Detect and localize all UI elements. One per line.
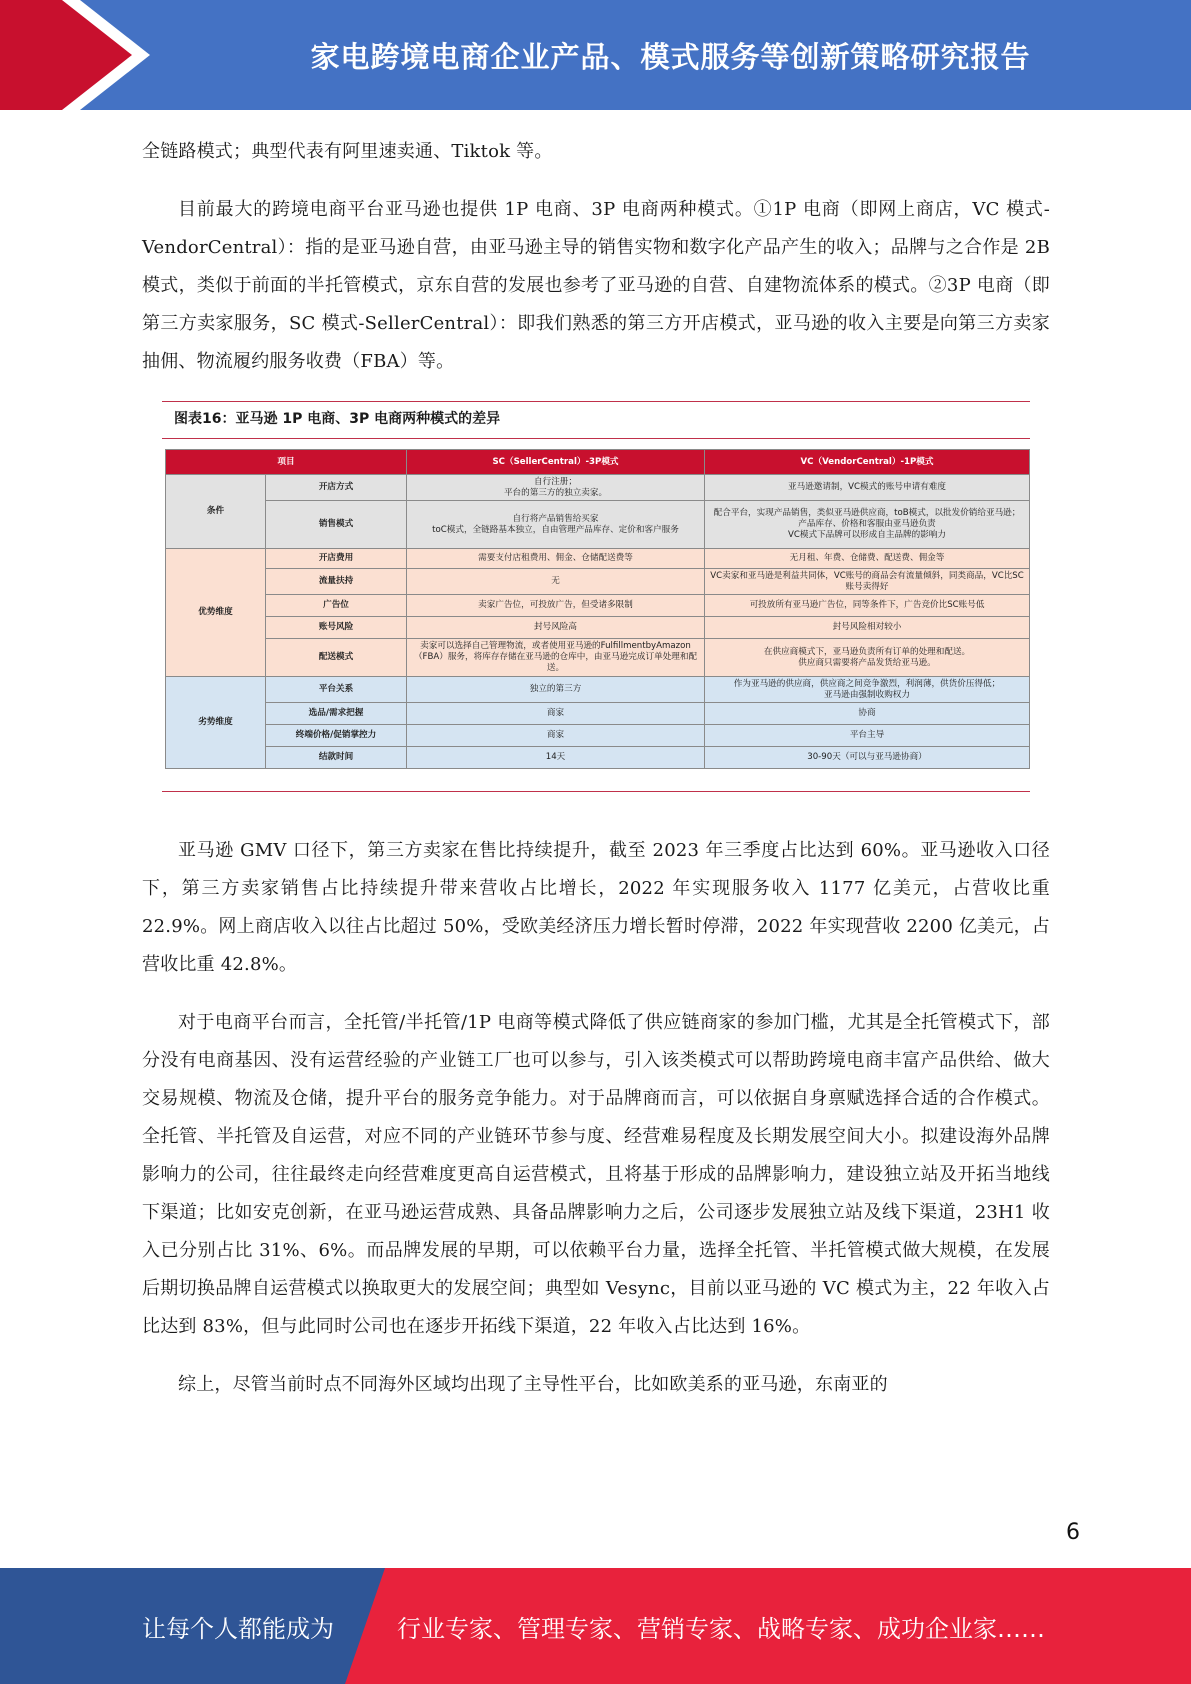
table-row <box>166 677 1030 703</box>
row-vc: 协商 <box>705 703 1030 725</box>
row-sc: 自行注册； 平台的第三方的独立卖家。 <box>407 475 705 501</box>
paragraph-2: 亚马逊 GMV 口径下，第三方卖家在售比持续提升，截至 2023 年三季度占比达到 60%。亚马逊收入口径下，第三方卖家销售占比持续提升带来营收占比增长，2022 年实现服务收入 1177 亿美元，占营收比重 22.9%。网上商店收入以往占比超过 50%，受欧美经济压力增长暂时停滞，2022 年实现营收 2200 亿美元，占营收比重 42.8%。 <box>142 840 1050 975</box>
table-row <box>166 639 1030 677</box>
row-vc: 作为亚马逊的供应商，供应商之间竞争激烈，利润薄，供货价压得低； 亚马逊由强制收购权力 <box>705 677 1030 703</box>
row-item: 开店费用 <box>266 549 407 569</box>
table-row <box>166 595 1030 617</box>
row-item: 开店方式 <box>266 475 407 501</box>
page-header <box>0 0 1191 110</box>
row-sc: 封号风险高 <box>407 617 705 639</box>
paragraph-3: 对于电商平台而言，全托管/半托管/1P 电商等模式降低了供应链商家的参加门槛，尤其是全托管模式下，部分没有电商基因、没有运营经验的产业链工厂也可以参与，引入该类模式可以帮助跨境电商丰富产品供给、做大交易规模、物流及仓储，提升平台的服务竞争能力。对于品牌商而言，可以依据自身禀赋选择合适的合作模式。全托管、半托管及自运营，对应不同的产业链环节参与度、经营难易程度及长期发展空间大小。拟建设海外品牌影响力的公司，往往最终走向经营难度更高自运营模式，且将基于形成的品牌影响力，建设独立站及开拓当地线下渠道；比如安克创新，在亚马逊运营成熟、具备品牌影响力之后，公司逐步发展独立站及线下渠道，23H1 收入已分别占比 31%、6%。而品牌发展的早期，可以依赖平台力量，选择全托管、半托管模式做大规模，在发展后期切换品牌自运营模式以换取更大的发展空间；典型如 Vesync，目前以亚马逊的 VC 模式为主，22 年收入占比达到 83%，但与此同时公司也在逐步开拓线下渠道，22 年收入占比达到 16%。 <box>142 1012 1050 1337</box>
group-label: 条件 <box>166 475 266 549</box>
row-item: 销售模式 <box>266 501 407 549</box>
row-vc: VC卖家和亚马逊是利益共同体，VC账号的商品会有流量倾斜，同类商品，VC比SC账号卖得好 <box>705 569 1030 595</box>
row-sc: 无 <box>407 569 705 595</box>
main-content <box>142 133 1050 1404</box>
table-row <box>166 475 1030 501</box>
group-label: 优势维度 <box>166 549 266 677</box>
row-vc: 无月租、年费、仓储费、配送费、佣金等 <box>705 549 1030 569</box>
row-vc: 亚马逊邀请制，VC模式的账号申请有难度 <box>705 475 1030 501</box>
footer-slogan-right: 行业专家、管理专家、营销专家、战略专家、成功企业家…… <box>397 1614 1045 1643</box>
table-row <box>166 617 1030 639</box>
row-item: 终端价格/促销掌控力 <box>266 725 407 747</box>
row-sc: 卖家可以选择自己管理物流，或者使用亚马逊的FulfillmentbyAmazon（FBA）服务，将库存存储在亚马逊的仓库中，由亚马逊完成订单处理和配送。 <box>407 639 705 677</box>
figure-title: 图表16：亚马逊 1P 电商、3P 电商两种模式的差异 <box>174 411 501 427</box>
row-vc: 30-90天（可以与亚马逊协商） <box>705 747 1030 769</box>
row-item: 广告位 <box>266 595 407 617</box>
page-number: 6 <box>1066 1520 1080 1545</box>
table-row <box>166 747 1030 769</box>
row-vc: 配合平台，实现产品销售，类似亚马逊供应商，toB模式，以批发价销给亚马逊； 产品库存、价格和客服由亚马逊负责 VC模式下品牌可以形成自主品牌的影响力 <box>705 501 1030 549</box>
table-header-row <box>166 450 1030 475</box>
figure-title-rule <box>162 438 1030 439</box>
header-vc: VC（VendorCentral）-1P模式 <box>705 450 1030 475</box>
figure-16 <box>162 401 1030 792</box>
row-sc: 需要支付店租费用、佣金、仓储配送费等 <box>407 549 705 569</box>
row-sc: 商家 <box>407 703 705 725</box>
table-row <box>166 703 1030 725</box>
row-sc: 自行将产品销售给买家 toC模式，全链路基本独立，自由管理产品库存、定价和客户服务 <box>407 501 705 549</box>
row-item: 结款时间 <box>266 747 407 769</box>
paragraph-1: 目前最大的跨境电商平台亚马逊也提供 1P 电商、3P 电商两种模式。①1P 电商（即网上商店，VC 模式-VendorCentral）：指的是亚马逊自营，由亚马逊主导的销售实物和数字化产品产生的收入；品牌与之合作是 2B 模式，类似于前面的半托管模式，京东自营的发展也参考了亚马逊的自营、自建物流体系的模式。②3P 电商（即第三方卖家服务，SC 模式-SellerCentral）：即我们熟悉的第三方开店模式，亚马逊的收入主要是向第三方卖家抽佣、物流履约服务收费（FBA）等。 <box>142 199 1050 372</box>
table-row <box>166 725 1030 747</box>
row-item: 平台关系 <box>266 677 407 703</box>
row-sc: 14天 <box>407 747 705 769</box>
footer-slogan-left: 让每个人都能成为 <box>142 1614 334 1643</box>
comparison-table <box>165 449 1030 769</box>
row-vc: 平台主导 <box>705 725 1030 747</box>
row-vc: 可投放所有亚马逊广告位，同等条件下，广告竞价比SC账号低 <box>705 595 1030 617</box>
row-item: 配送模式 <box>266 639 407 677</box>
page-footer <box>0 1568 1191 1684</box>
report-title: 家电跨境电商企业产品、模式服务等创新策略研究报告 <box>310 39 1031 74</box>
figure-bottom-rule <box>162 791 1030 792</box>
header-sc: SC（SellerCentral）-3P模式 <box>407 450 705 475</box>
row-item: 选品/需求把握 <box>266 703 407 725</box>
row-item: 账号风险 <box>266 617 407 639</box>
table-row <box>166 569 1030 595</box>
row-item: 流量扶持 <box>266 569 407 595</box>
table-row <box>166 501 1030 549</box>
row-sc: 卖家广告位，可投放广告，但受诸多限制 <box>407 595 705 617</box>
paragraph-4: 综上，尽管当前时点不同海外区域均出现了主导性平台，比如欧美系的亚马逊，东南亚的 <box>178 1374 888 1395</box>
row-sc: 商家 <box>407 725 705 747</box>
group-label: 劣势维度 <box>166 677 266 769</box>
table-row <box>166 549 1030 569</box>
row-vc: 在供应商模式下，亚马逊负责所有订单的处理和配送。 供应商只需要将产品发货给亚马逊。 <box>705 639 1030 677</box>
paragraph-0: 全链路模式；典型代表有阿里速卖通、Tiktok 等。 <box>142 141 553 162</box>
row-sc: 独立的第三方 <box>407 677 705 703</box>
header-item: 项目 <box>166 450 407 475</box>
row-vc: 封号风险相对较小 <box>705 617 1030 639</box>
